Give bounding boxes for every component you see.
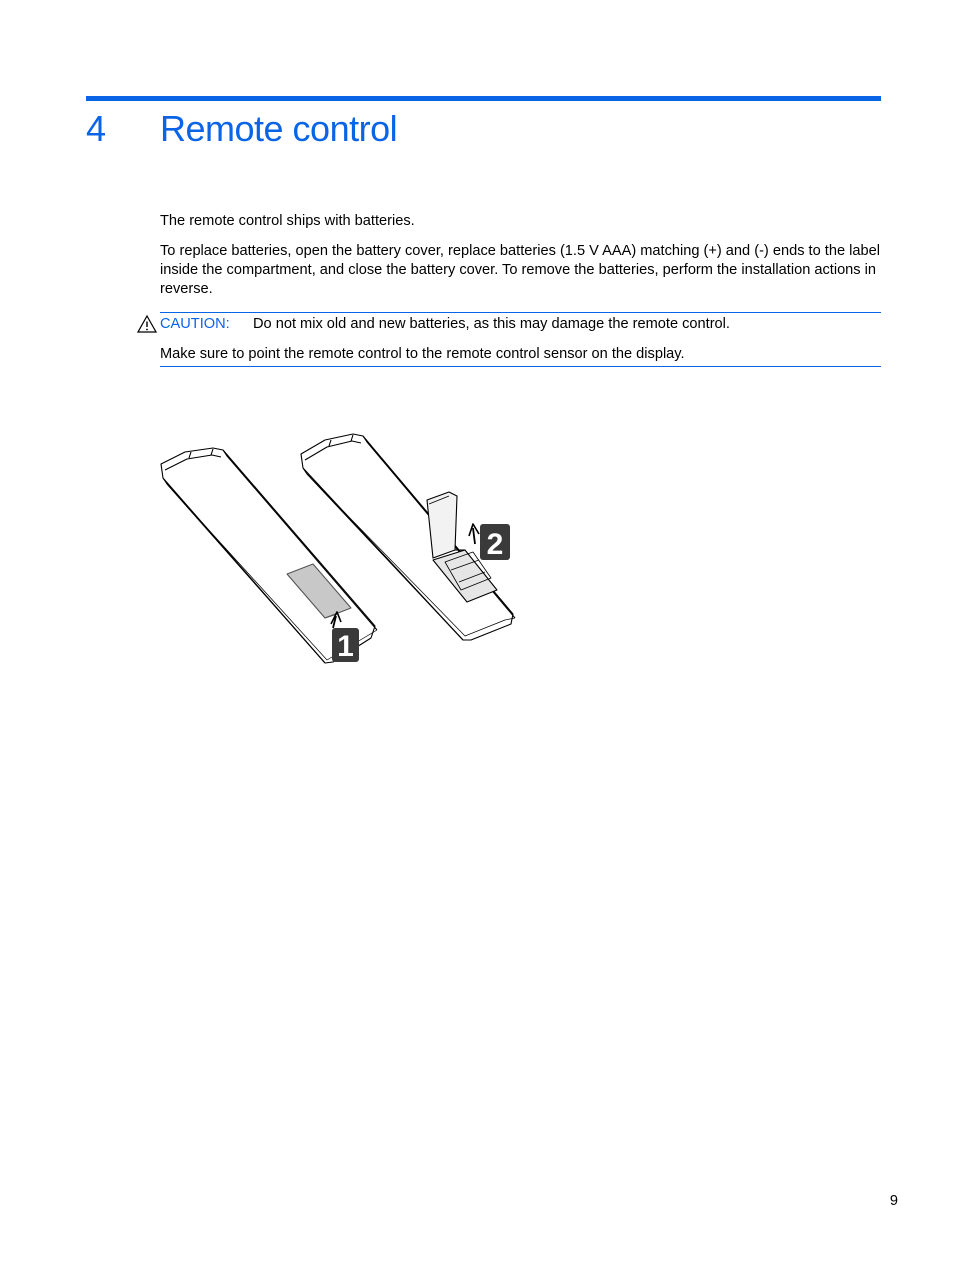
battery-replacement-illustration (155, 428, 520, 668)
step-1-badge (332, 628, 359, 663)
caution-bottom-rule (160, 366, 881, 367)
chapter-number: 4 (86, 108, 107, 149)
step-2-badge (480, 524, 510, 561)
chapter-rule (86, 96, 881, 101)
warning-triangle-icon (137, 315, 157, 333)
caution-label: CAUTION: (160, 316, 230, 332)
page-number: 9 (889, 1193, 898, 1209)
caution-text: Do not mix old and new batteries, as this may damage the remote control. (253, 316, 730, 332)
battery-instructions-paragraph: To replace batteries, open the battery cover, replace batteries (1.5 V AAA) matching (+) and (-) ends to the label inside the compartment, and close the battery cover. To remove the batteries, perform the installation actions in reverse. (160, 243, 880, 297)
svg-text:1: 1 (337, 630, 354, 663)
svg-text:2: 2 (486, 528, 504, 561)
caution-note: Make sure to point the remote control to the remote control sensor on the display. (160, 346, 685, 362)
chapter-title: Remote control (160, 108, 398, 149)
caution-top-rule (160, 312, 881, 313)
intro-paragraph: The remote control ships with batteries. (160, 213, 415, 229)
